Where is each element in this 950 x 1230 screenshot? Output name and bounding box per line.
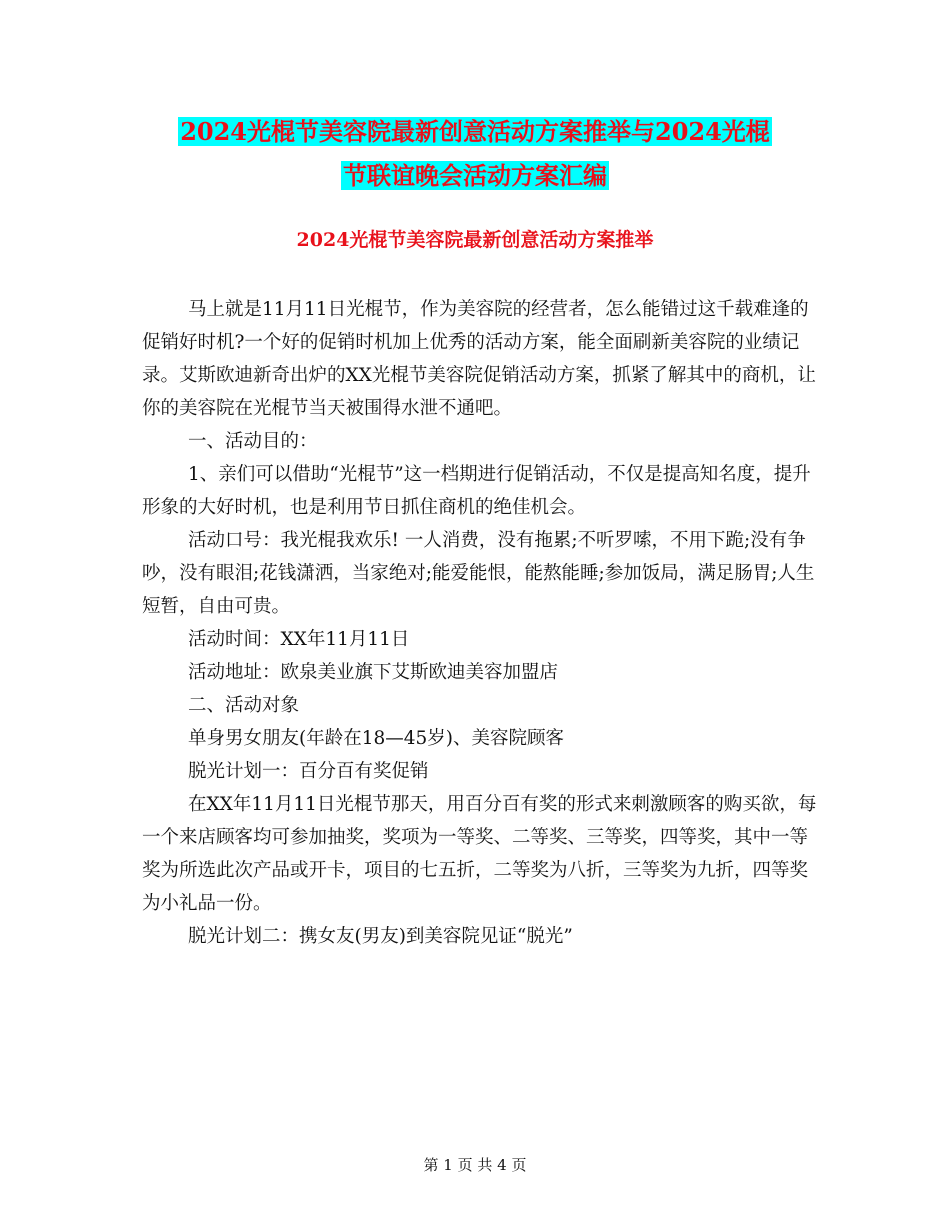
paragraph-intro: 马上就是11月11日光棍节，作为美容院的经营者，怎么能错过这千载难逢的促销好时机?一个好的促销时机加上优秀的活动方案，能全面刷新美容院的业绩记录。艾斯欧迪新奇出炉的XX光棍节美容院促销活动方案，抓紧了解其中的商机，让你的美容院在光棍节当天被围得水泄不通吧。: [142, 299, 816, 419]
document-title-line-2: [0, 161, 950, 191]
document-title-line-1: [0, 117, 950, 147]
paragraph-purpose-1: 1、亲们可以借助“光棍节”这一档期进行促销活动，不仅是提高知名度，提升形象的大好时机，也是利用节日抓住商机的绝佳机会。: [142, 464, 811, 518]
paragraph-plan-one-details: 在XX年11月11日光棍节那天，用百分百有奖的形式来刺激顾客的购买欲，每一个来店顾客均可参加抽奖，奖项为一等奖、二等奖、三等奖，四等奖，其中一等奖为所选此次产品或开卡，项目的七五折，二等奖为八折，三等奖为九折，四等奖为小礼品一份。: [142, 794, 817, 914]
heading-plan-two: 脱光计划二：携女友(男友)到美容院见证“脱光”: [188, 926, 573, 947]
page-footer: 第 1 页 共 4 页: [423, 1156, 527, 1174]
paragraph-activity-location: 活动地址：欧泉美业旗下艾斯欧迪美容加盟店: [188, 662, 559, 683]
paragraph-target-audience: 单身男女朋友(年龄在18—45岁)、美容院顾客: [188, 728, 565, 749]
paragraph-activity-time: 活动时间：XX年11月11日: [188, 629, 410, 650]
document-title-text-2: 节联谊晚会活动方案汇编: [343, 161, 607, 190]
heading-activity-target: 二、活动对象: [188, 695, 300, 716]
document-title-text-1: 2024光棍节美容院最新创意活动方案推举与2024光棍: [180, 117, 770, 146]
paragraph-slogan: 活动口号：我光棍我欢乐! 一人消费，没有拖累;不听罗嗦，不用下跪;没有争吵，没有眼泪;花钱潇洒，当家绝对;能爱能恨，能熬能睡;参加饭局，满足肠胃;人生短暂，自由可贵。: [142, 530, 815, 617]
section-subtitle: 2024光棍节美容院最新创意活动方案推举: [296, 229, 654, 251]
document-body: [142, 293, 822, 953]
heading-activity-purpose: 一、活动目的：: [188, 431, 318, 452]
heading-plan-one: 脱光计划一：百分百有奖促销: [188, 761, 429, 782]
